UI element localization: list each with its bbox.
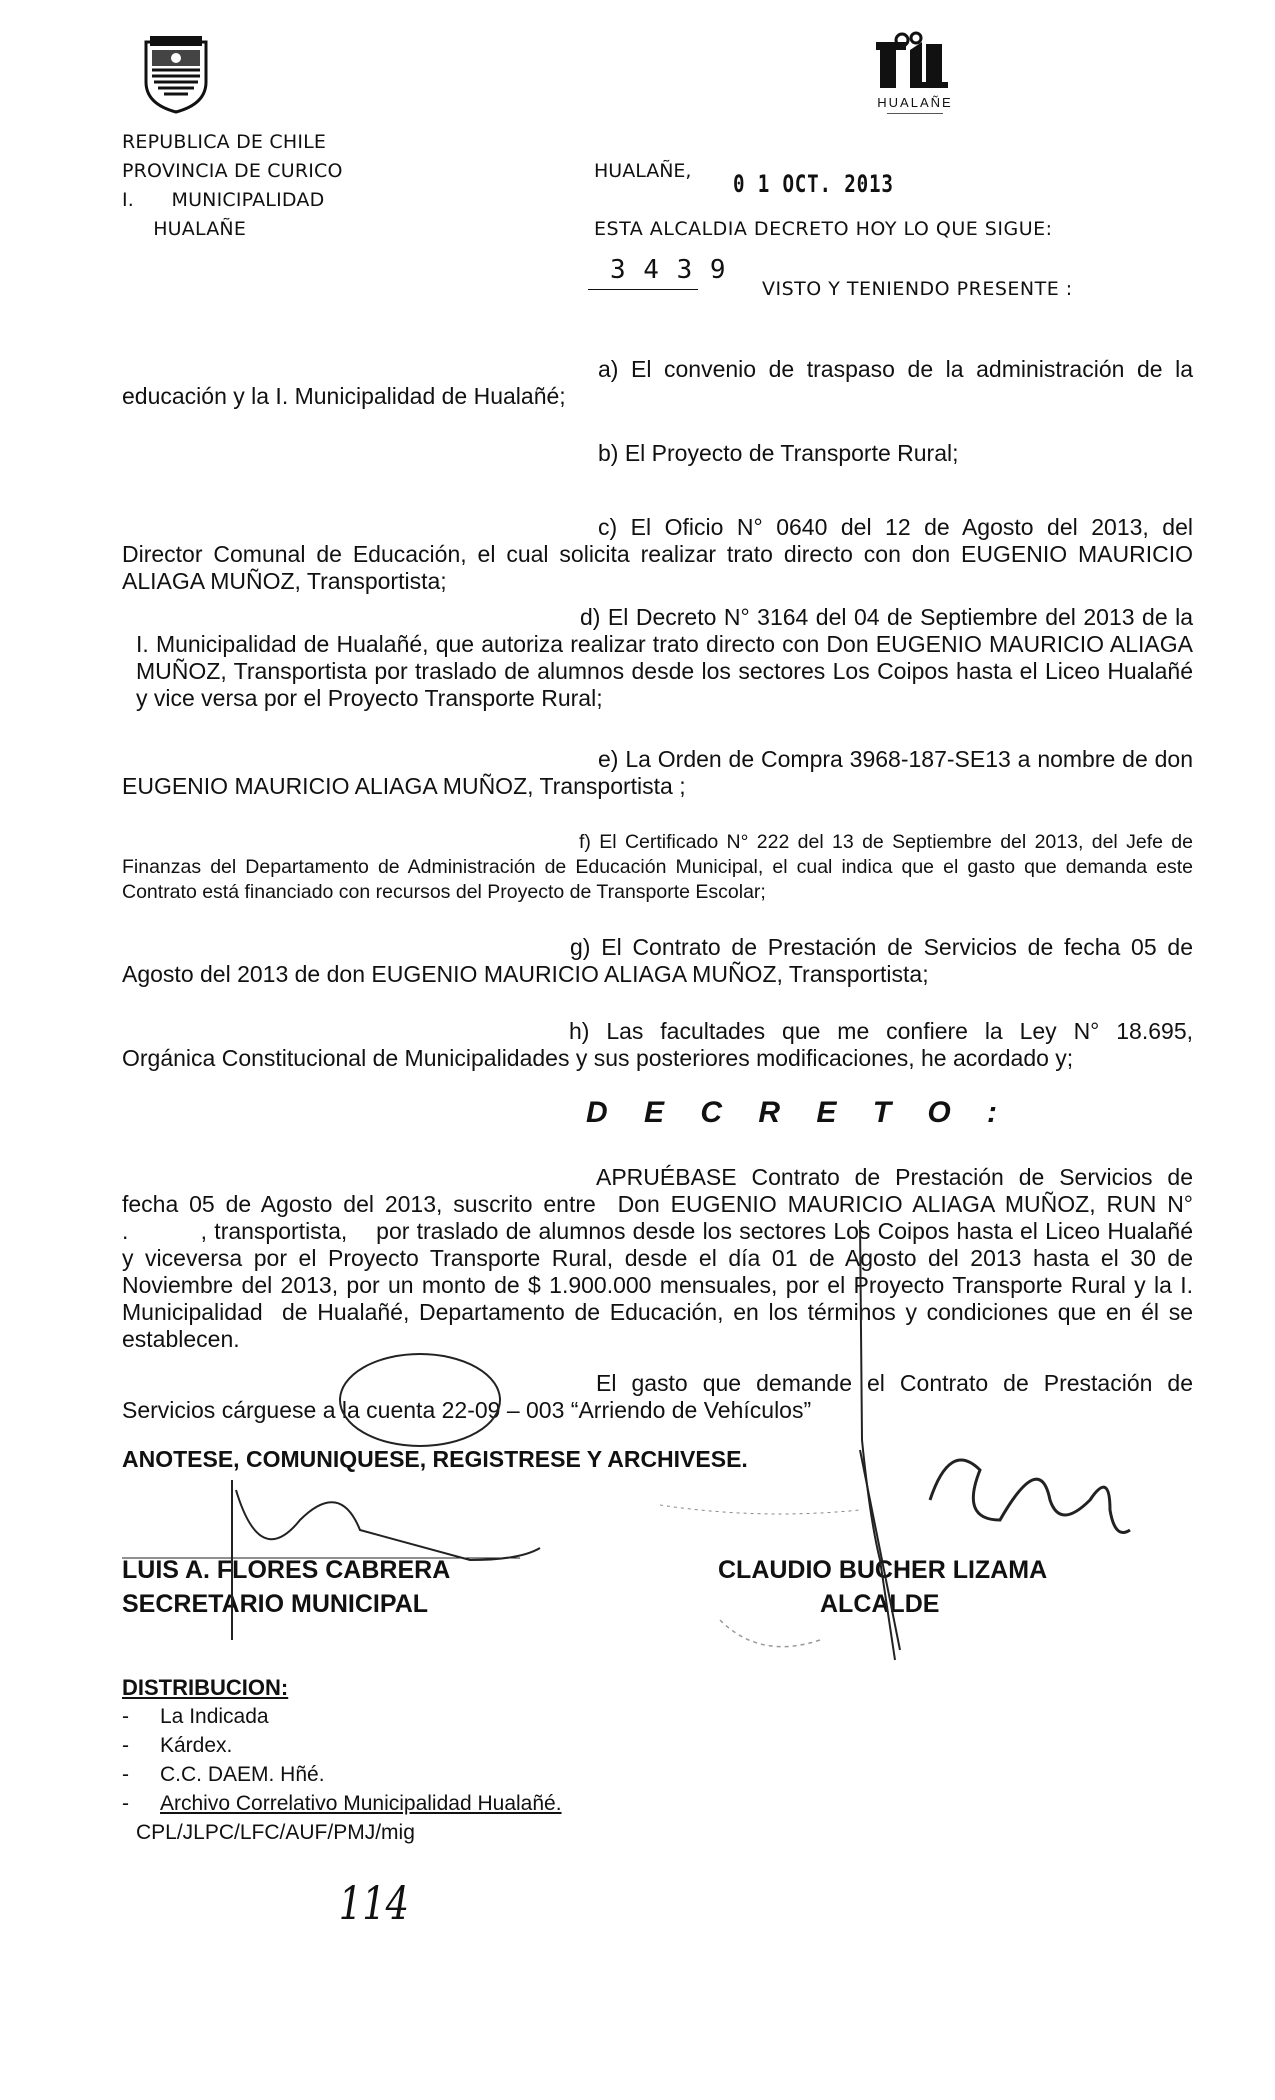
resolution-paragraph-1: APRUÉBASE Contrato de Prestación de Servicios de fecha 05 de Agosto del 2013, suscrito entre Don EUGENIO MAURICIO ALIAGA MUÑOZ, RUN N° . , transportista, por traslado de alumnos desde los sectores Los Coipos hasta el Liceo Hualañé y viceversa por el Proyecto Transporte Rural, desde el día 01 de Agosto del 2013 hasta el 30 de Noviembre del 2013, por un monto de $ 1.900.000 mensuales, por el Proyecto Transporte Rural y la I. Municipalidad de Hualañé, Departamento de Educación, en los términos y condiciones que en él se establecen. — [122, 1164, 1257, 1352]
decree-number: 3 4 3 9 — [610, 255, 727, 285]
consideration-c: c) El Oficio N° 0640 del 12 de Agosto del 2013, del Director Comunal de Educación, el cual solicita realizar trato directo con don EUGENIO MAURICIO ALIAGA MUÑOZ, Transportista; — [122, 514, 1193, 594]
secretary-title: SECRETARIO MUNICIPAL — [122, 1590, 429, 1618]
city-label: HUALAÑE, — [594, 160, 692, 182]
distribution-heading: DISTRIBUCION: — [122, 1675, 289, 1700]
sender-line-municipality: I. MUNICIPALIDAD — [122, 189, 325, 211]
visto-label: VISTO Y TENIENDO PRESENTE : — [762, 278, 1073, 300]
mayor-title: ALCALDE — [820, 1590, 940, 1618]
consideration-h: h) Las facultades que me confiere la Ley N° 18.695, Orgánica Constitucional de Municipalidades y sus posteriores modificaciones, he acordado y; — [122, 1018, 1193, 1071]
sender-line-province: PROVINCIA DE CURICO — [122, 160, 343, 182]
resolution-paragraph-2: El gasto que demande el Contrato de Prestación de Servicios cárguese a la cuenta 22-09 – 003 “Arriendo de Vehículos” — [122, 1370, 1193, 1423]
consideration-b: b) El Proyecto de Transporte Rural; — [598, 440, 959, 466]
distribution-item: - Archivo Correlativo Municipalidad Hualañé. — [122, 1789, 562, 1818]
consideration-d: d) El Decreto N° 3164 del 04 de Septiembre del 2013 de la I. Municipalidad de Hualañé, que autoriza realizar trato directo con Don EUGENIO MAURICIO ALIAGA MUÑOZ, Transportista por traslado de alumnos desde los sectores Los Coipos hasta el Liceo Hualañé y vice versa por el Proyecto Transporte Rural; — [136, 604, 1193, 711]
distribution-item: - Kárdex. — [122, 1731, 562, 1760]
logo-text: HUALAÑE — [877, 95, 953, 110]
date-stamp: 0 1 OCT. 2013 — [733, 170, 894, 198]
decreto-title: D E C R E T O : — [586, 1096, 1012, 1129]
consideration-a: a) El convenio de traspaso de la administración de la educación y la I. Municipalidad de Hualañé; — [122, 356, 1193, 409]
distribution-initials: CPL/JLPC/LFC/AUF/PMJ/mig — [136, 1821, 415, 1844]
secretary-name: LUIS A. FLORES CABRERA — [122, 1556, 451, 1584]
sender-line-country: REPUBLICA DE CHILE — [122, 131, 327, 153]
closing-formula: ANOTESE, COMUNIQUESE, REGISTRESE Y ARCHIVESE. — [122, 1446, 748, 1472]
consideration-e: e) La Orden de Compra 3968-187-SE13 a nombre de don EUGENIO MAURICIO ALIAGA MUÑOZ, Transportista ; — [122, 746, 1193, 799]
alcaldia-line: ESTA ALCALDIA DECRETO HOY LO QUE SIGUE: — [594, 218, 1053, 240]
handwritten-page-number: 114 — [338, 1876, 410, 1930]
consideration-f: f) El Certificado N° 222 del 13 de Septiembre del 2013, del Jefe de Finanzas del Departamento de Administración de Educación Municipal, el cual indica que el gasto que demanda este Contrato está financiado con recursos del Proyecto de Transporte Escolar; — [122, 831, 1193, 903]
distribution-item: - La Indicada — [122, 1702, 562, 1731]
mayor-name: CLAUDIO BUCHER LIZAMA — [718, 1556, 1048, 1584]
consideration-g: g) El Contrato de Prestación de Servicios de fecha 05 de Agosto del 2013 de don EUGENIO MAURICIO ALIAGA MUÑOZ, Transportista; — [122, 934, 1193, 987]
distribution-block — [122, 1673, 562, 1847]
distribution-item: - C.C. DAEM. Hñé. — [122, 1760, 562, 1789]
sender-line-city: HUALAÑE — [122, 218, 247, 240]
distribution-list — [122, 1702, 562, 1818]
